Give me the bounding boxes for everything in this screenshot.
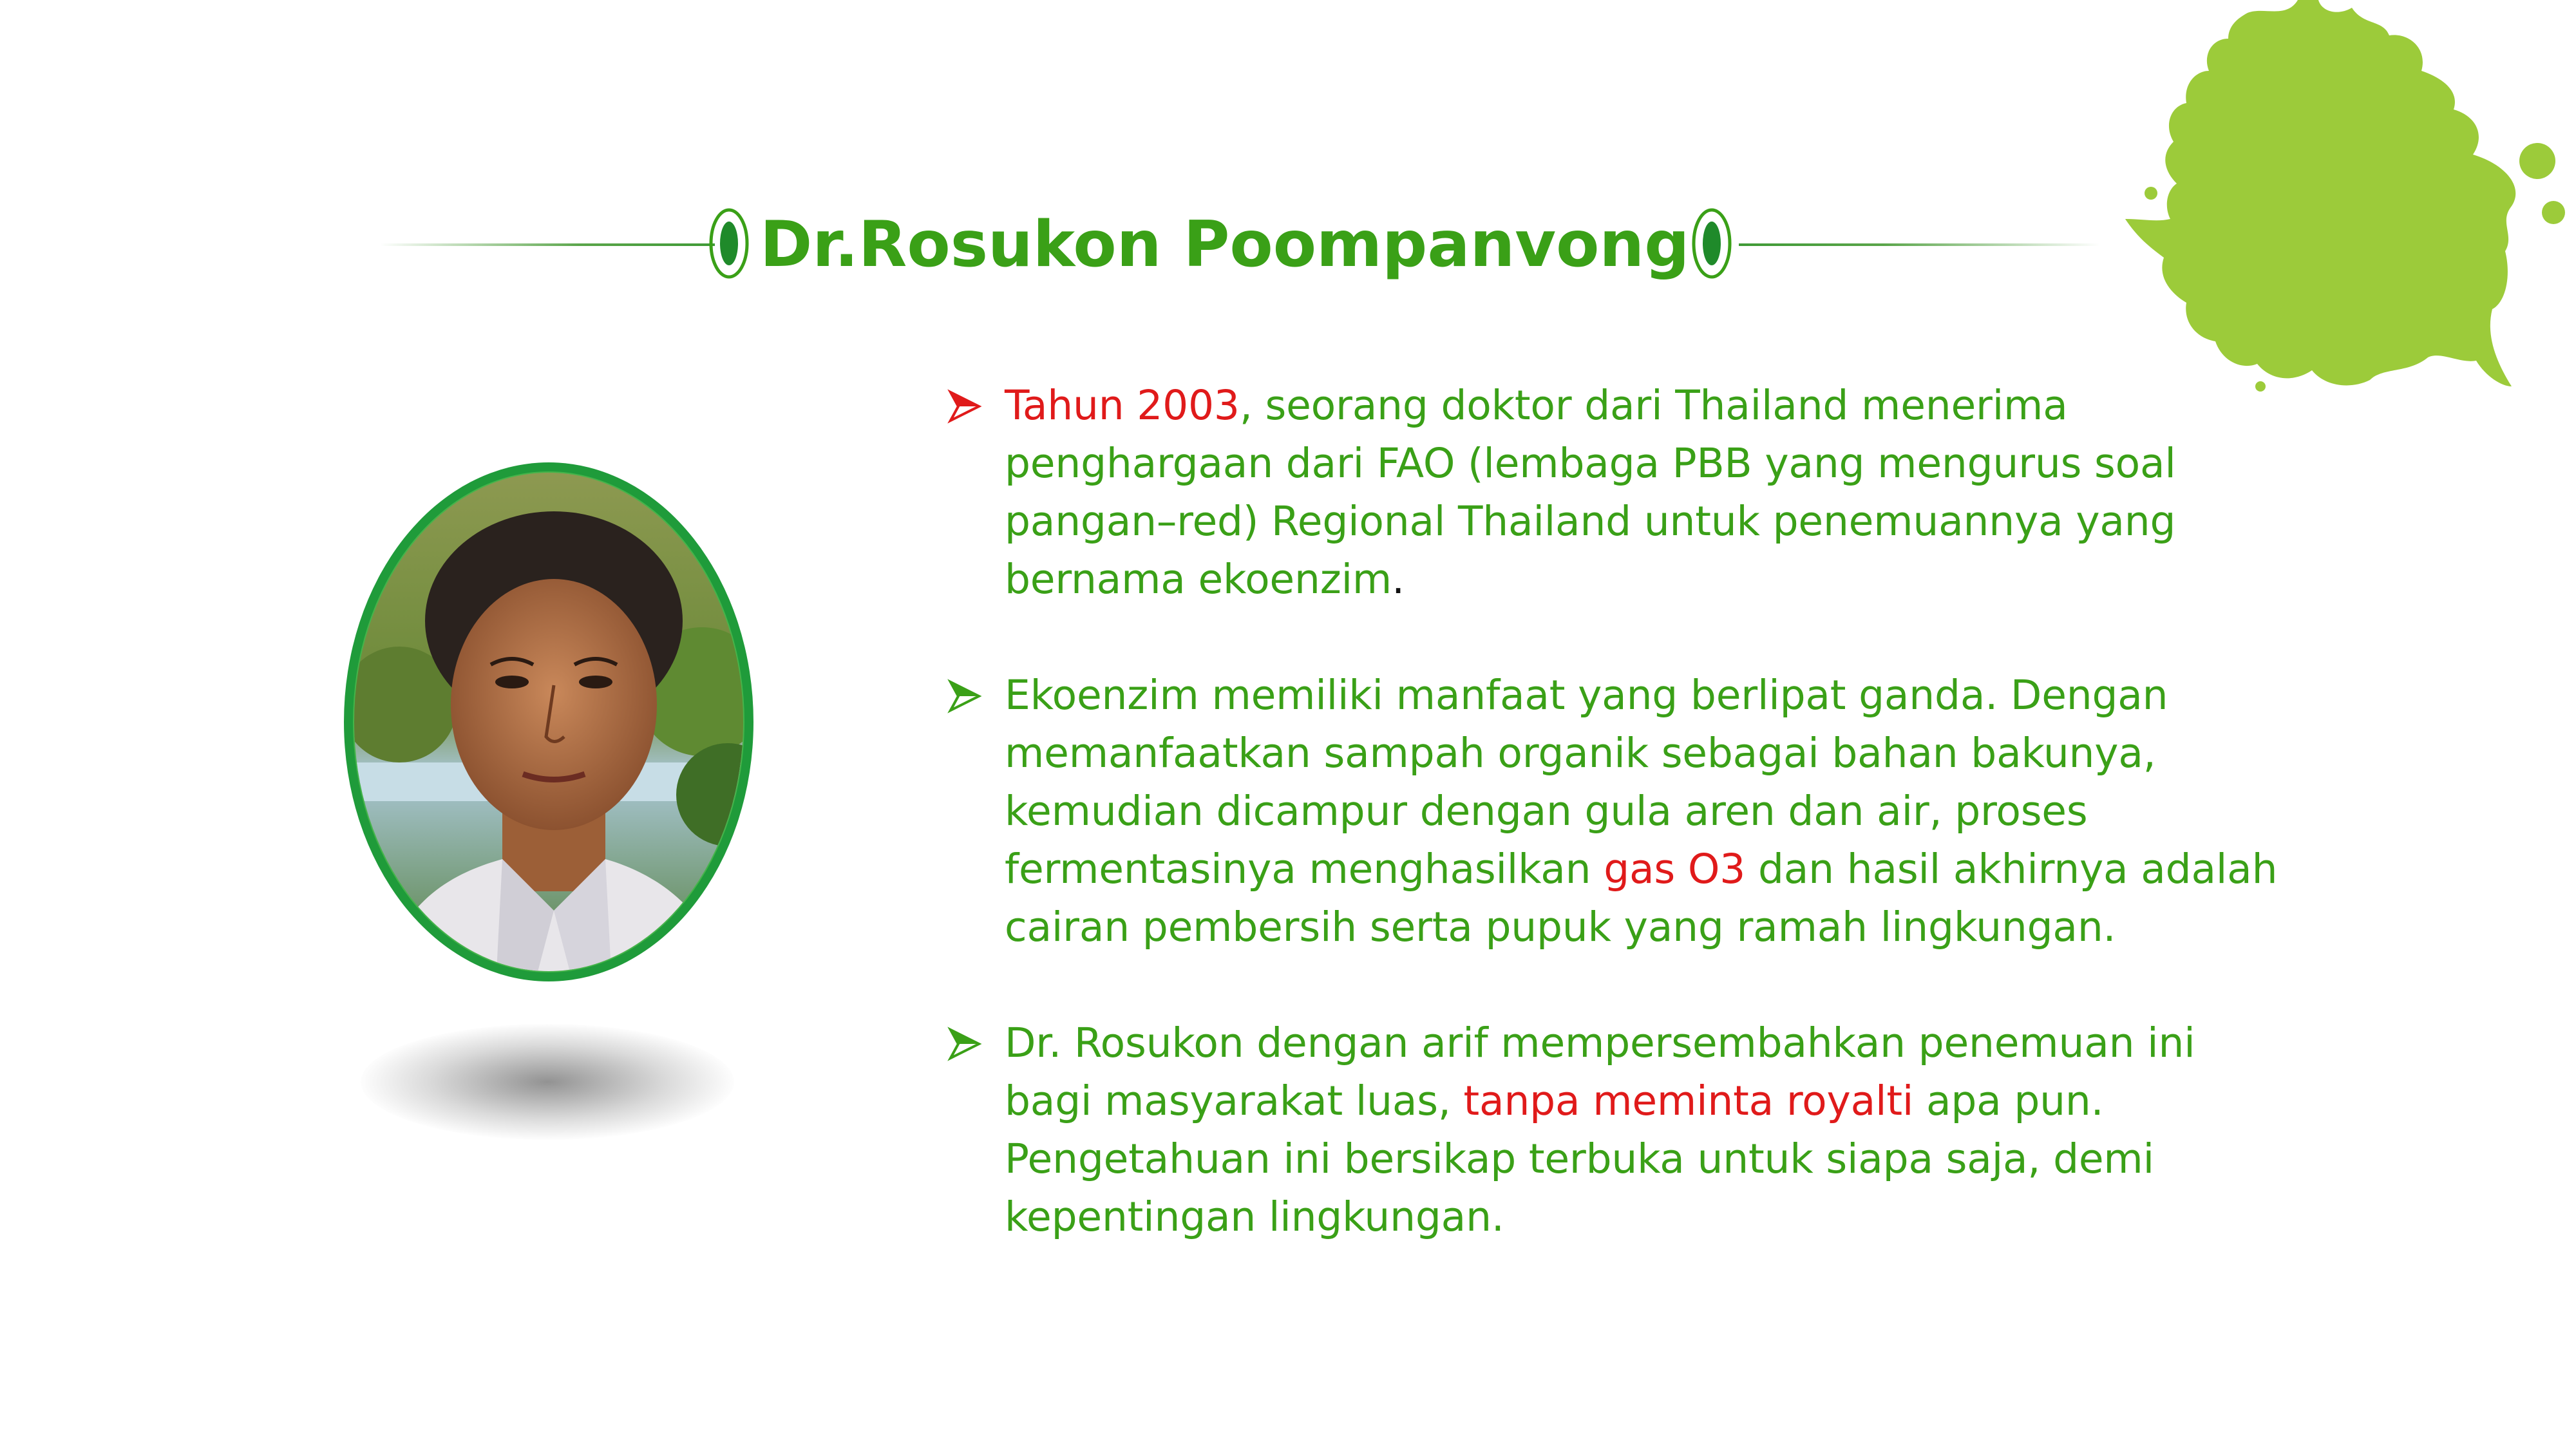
green-splash-decoration xyxy=(2125,0,2576,393)
bullet-item-1 xyxy=(940,377,2293,609)
portrait-photo xyxy=(341,460,756,984)
leaf-ornament-icon xyxy=(1689,206,1735,281)
bullet-body: apa pun. Pengetahuan ini bersikap terbuka untuk siapa saja, demi kepentingan lingkungan. xyxy=(1005,1077,2154,1240)
bullet-body: , seorang doktor dari Thailand menerima penghargaan dari FAO (lembaga PBB yang mengurus soal pangan–red) Regional Thailand untuk penemuannya yang bernama ekoenzim xyxy=(1005,382,2176,603)
bullet-body: Dr. Rosukon dengan arif mempersembahkan penemuan ini bagi masyarakat luas, xyxy=(1005,1019,2195,1124)
bullet-text xyxy=(1005,1014,2293,1246)
bullet-period: . xyxy=(1392,556,1405,603)
bullet-list xyxy=(940,377,2293,1304)
bullet-item-3 xyxy=(940,1014,2293,1246)
bullet-item-2 xyxy=(940,667,2293,956)
bullet-body: dan hasil akhirnya adalah cairan pembersih serta pupuk yang ramah lingkungan. xyxy=(1005,846,2278,951)
bullet-text xyxy=(1005,377,2293,609)
photo-shadow xyxy=(361,1024,734,1140)
arrow-bullet-icon xyxy=(947,388,983,424)
title-divider-left xyxy=(380,243,715,246)
title-divider-right xyxy=(1739,243,2099,246)
highlight-text: Tahun 2003 xyxy=(1005,382,1240,429)
arrow-bullet-icon xyxy=(947,678,983,714)
highlight-text: tanpa meminta royalti xyxy=(1463,1077,1914,1124)
bullet-body: Ekoenzim memiliki manfaat yang berlipat ganda. Dengan memanfaatkan sampah organik sebagai bahan bakunya, kemudian dicampur dengan gula aren dan air, proses fermentasinya menghasilkan xyxy=(1005,672,2168,893)
page-title: Dr.Rosukon Poompanvong xyxy=(760,208,1690,281)
highlight-text: gas O3 xyxy=(1604,846,1746,893)
arrow-bullet-icon xyxy=(947,1026,983,1062)
bullet-text xyxy=(1005,667,2293,956)
leaf-ornament-icon xyxy=(706,206,752,281)
